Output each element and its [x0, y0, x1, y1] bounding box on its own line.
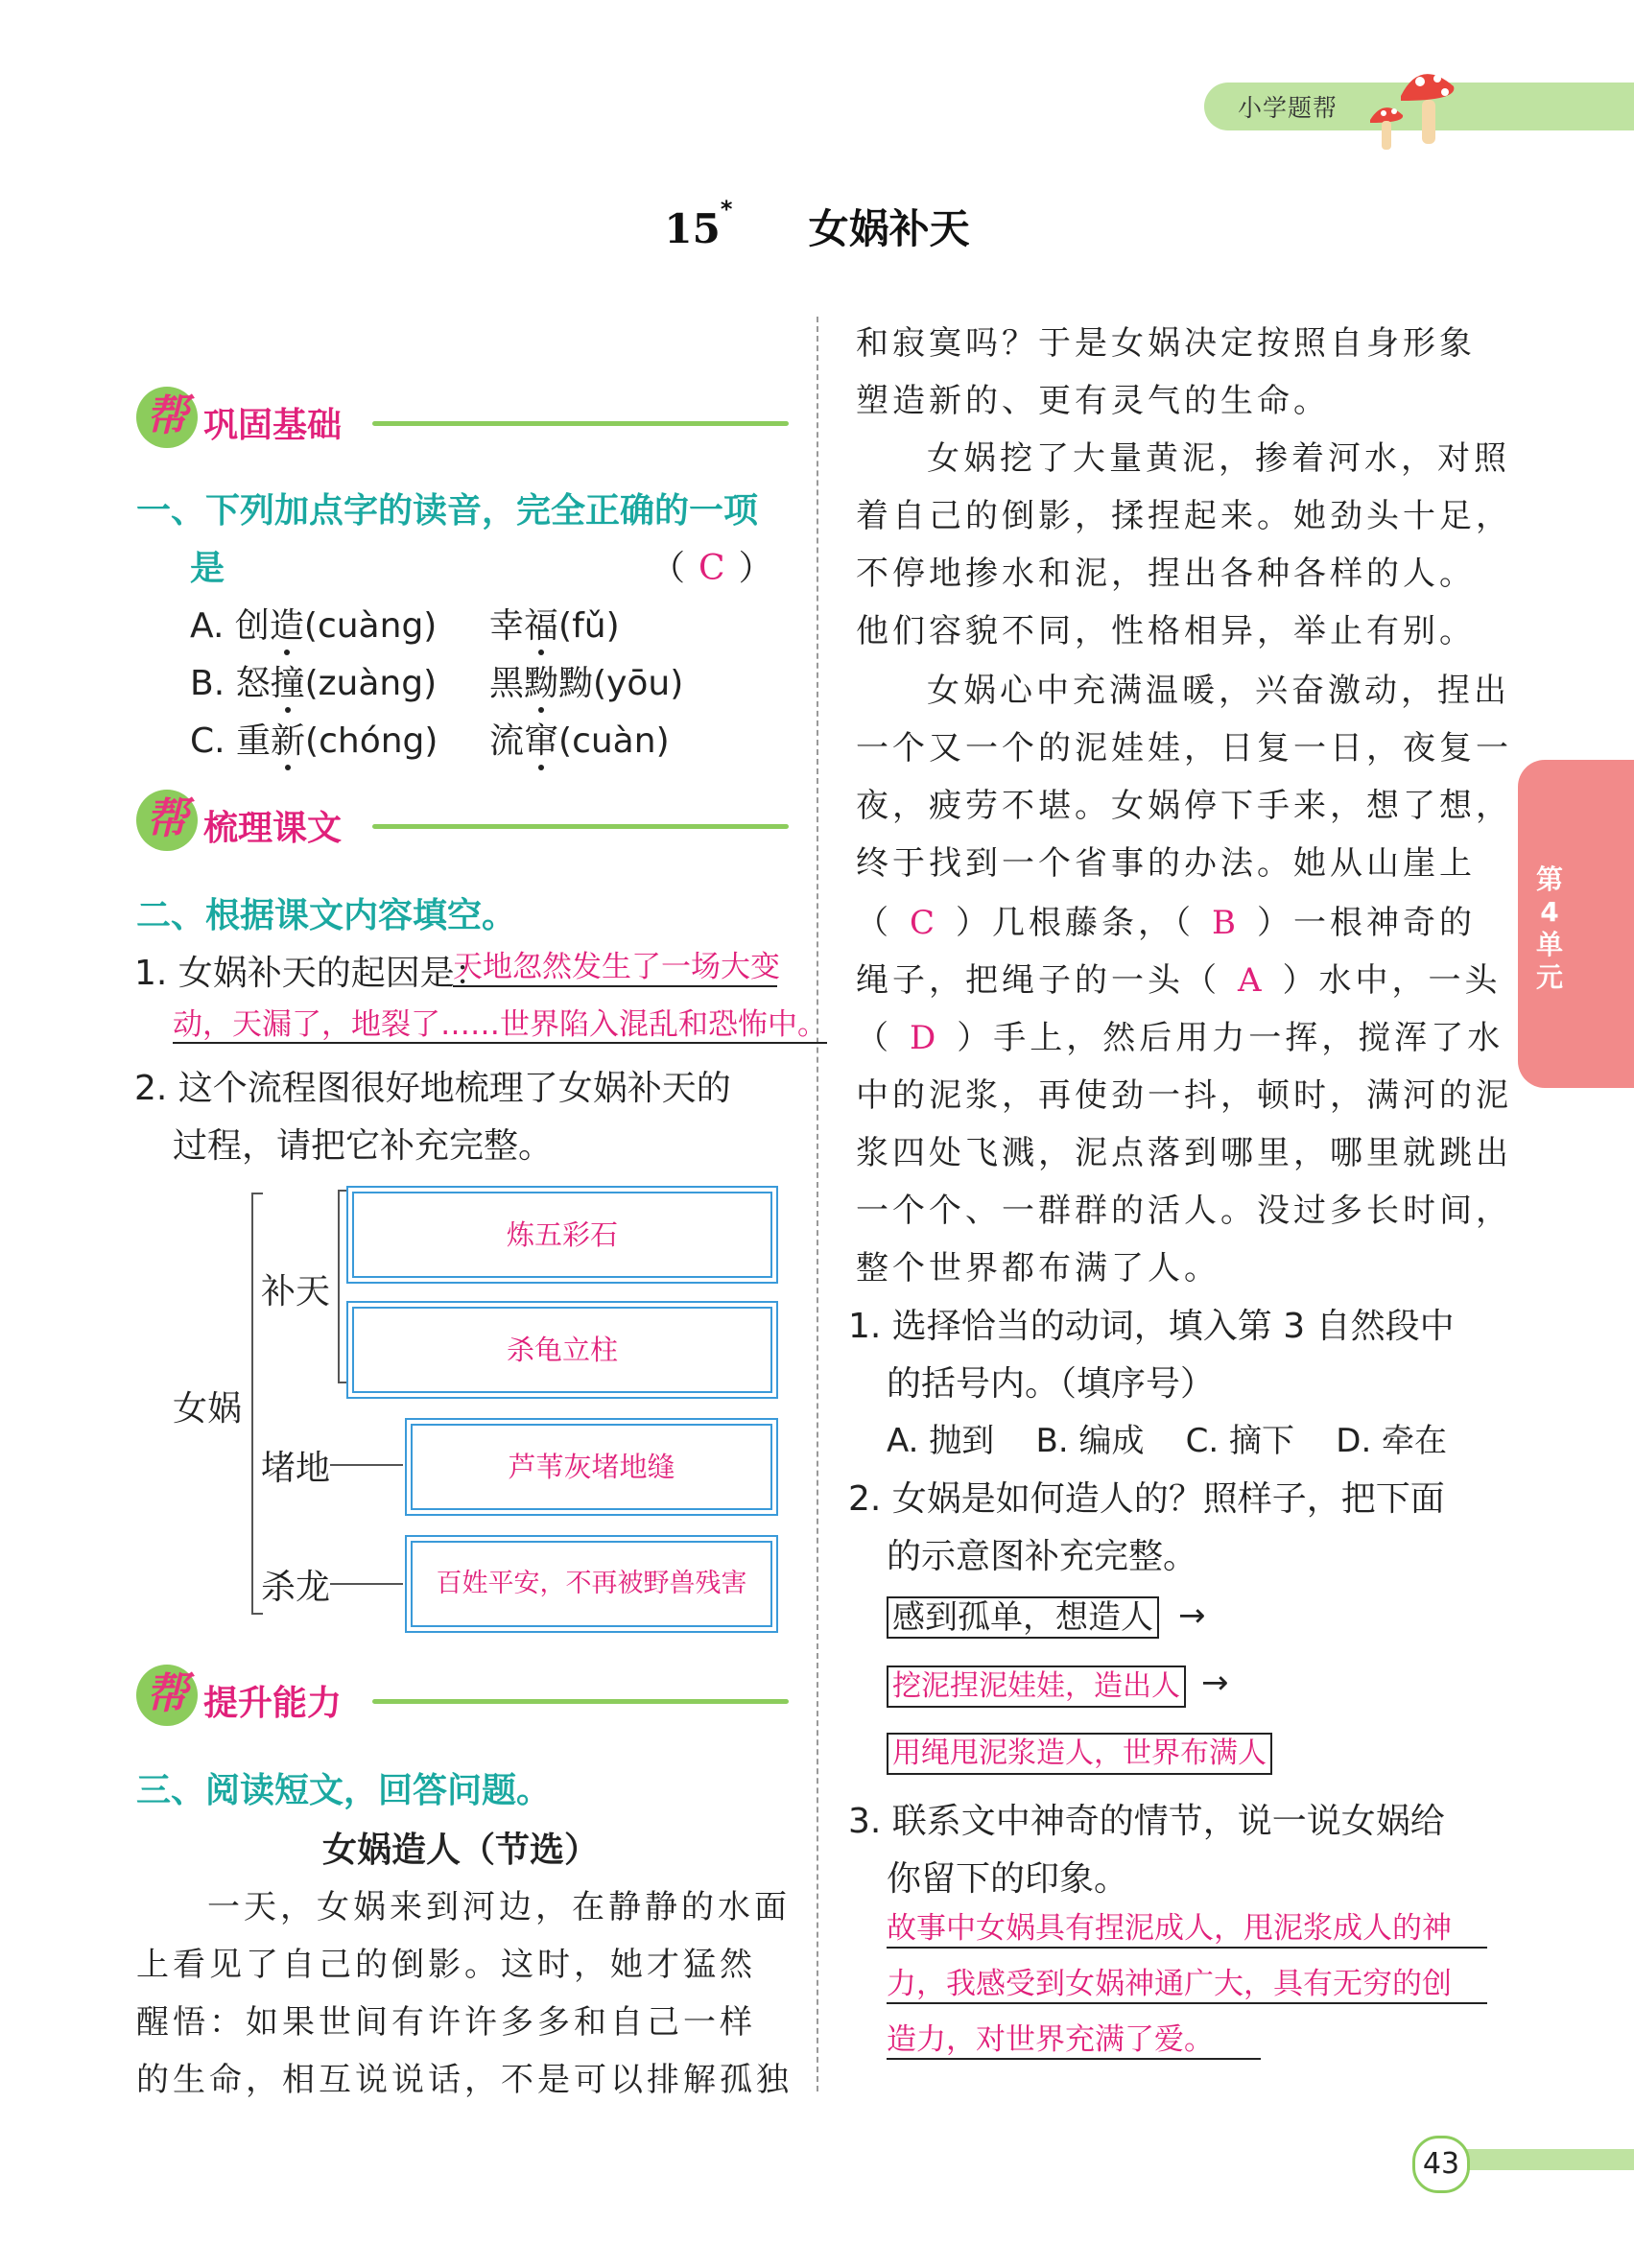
flow-sub-bracket [338, 1190, 340, 1383]
passage-line: 中的泥浆，再使劲一抖，顿时，满河的泥 [856, 1076, 1512, 1115]
q2-item2-line1: 2. 这个流程图很好地梳理了女娲补天的 [134, 1069, 731, 1108]
passage-line: 上看见了自己的倒影。这时，她才猛然 [136, 1946, 756, 1984]
fill-answer-1: C [910, 904, 939, 942]
passage-line: 的生命，相互说说话，不是可以排解孤独 [136, 2061, 793, 2099]
q1-option-b: B. 怒撞(zuàng) [190, 656, 437, 705]
column-divider [817, 317, 818, 2091]
fill-answer-2: B [1212, 904, 1241, 942]
passage-fill-line-3: （ D ）手上，然后用力一挥，搅浑了水 [856, 1019, 1504, 1057]
q2-item1-answer-1: 天地忽然发生了一场大变 [453, 950, 777, 987]
q2-title: 二、根据课文内容填空。 [136, 896, 517, 935]
flow-branch-butian: 补天 [261, 1272, 331, 1311]
section-title: 巩固基础 [203, 406, 343, 445]
q1-option-a: A. 创造(cuàng) [190, 599, 437, 648]
passage-line: 终于找到一个省事的办法。她从山崖上 [856, 844, 1476, 883]
unit-tab-label: 第4单元 [1535, 863, 1563, 993]
q3-sub1-line2: 的括号内。（填序号） [887, 1364, 1216, 1404]
flow-step-2: 挖泥捏泥娃娃，造出人 [887, 1666, 1186, 1708]
flow-branch-shalong: 杀龙 [261, 1568, 331, 1607]
flow-branch-dudi: 堵地 [261, 1449, 331, 1488]
q1-option-b2: 黑黝黝(yōu) [489, 656, 683, 705]
flow-connector-dudi [330, 1464, 403, 1466]
passage-line: 一天，女娲来到河边，在静静的水面 [207, 1888, 791, 1926]
passage-line: 和寂寞吗？于是女娲决定按照自身形象 [856, 324, 1476, 363]
passage-line: 女娲挖了大量黄泥，掺着河水，对照 [927, 439, 1510, 478]
flow-sub-bracket-bottom [338, 1382, 347, 1383]
lesson-title [0, 198, 1634, 255]
mushroom-icon [1362, 58, 1468, 154]
fill-answer-3: A [1238, 961, 1266, 1000]
section-title: 提升能力 [203, 1684, 343, 1723]
bang-badge-icon: 帮 [136, 387, 198, 448]
q3-sub3-line1: 3. 联系文中神奇的情节，说一说女娲给 [848, 1802, 1445, 1841]
lesson-number: 15 [664, 205, 721, 252]
flow-step-3: 用绳甩泥浆造人，世界布满人 [887, 1733, 1272, 1775]
q3-sub3-answer-2: 力，我感受到女娲神通广大，具有无穷的创 [887, 1967, 1487, 2004]
passage-line: 整个世界都布满了人。 [856, 1249, 1220, 1288]
q1-title-cont: 是 [190, 549, 225, 588]
q1-option-c2: 流窜(cuàn) [489, 714, 670, 763]
bang-badge-icon: 帮 [136, 1665, 198, 1726]
q1-option-c: C. 重新(chóng) [190, 714, 438, 763]
lesson-name: 女娲补天 [808, 205, 970, 252]
passage-line: 他们容貌不同，性格相异，举止有别。 [856, 612, 1476, 650]
passage-fill-line-1: （ C ）几根藤条，（ B ）一根神奇的 [856, 904, 1477, 942]
flow-connector-shalong [330, 1583, 403, 1585]
section-header-review [136, 790, 789, 857]
flow-bracket-bottom [251, 1613, 263, 1615]
q1-option-a2: 幸福(fǔ) [489, 599, 620, 648]
arrow-right-icon: → [1178, 1596, 1206, 1635]
q2-item1-answer-2: 动，天漏了，地裂了……世界陷入混乱和恐怖中。 [173, 1007, 827, 1042]
q1-answer-bracket: （ C ） [651, 549, 773, 588]
passage-fill-line-2: 绳子，把绳子的一头（ A ）水中，一头 [856, 961, 1502, 1000]
q3-sub3-line2: 你留下的印象。 [887, 1859, 1129, 1899]
passage-line: 一个又一个的泥娃娃，日复一日，夜复一 [856, 729, 1512, 768]
q2-item2-line2: 过程，请把它补充完整。 [173, 1126, 554, 1166]
fill-answer-4: D [910, 1019, 940, 1057]
section-rule [372, 421, 789, 426]
flow-box-3: 芦苇灰堵地缝 [411, 1424, 772, 1510]
q3-sub1-line1: 1. 选择恰当的动词，填入第 3 自然段中 [848, 1307, 1455, 1346]
flow-sub-bracket-top [338, 1190, 347, 1192]
section-rule [372, 824, 789, 829]
flow-box-2: 杀龟立柱 [352, 1307, 772, 1393]
brand-label: 小学题帮 [1238, 94, 1338, 122]
flow-box-4: 百姓平安，不再被野兽残害 [411, 1541, 772, 1627]
bang-badge-icon: 帮 [136, 790, 198, 851]
section-rule [372, 1699, 789, 1704]
passage-line: 着自己的倒影，揉捏起来。她劲头十足， [856, 497, 1512, 535]
q1-title: 一、下列加点字的读音，完全正确的一项 [136, 491, 759, 531]
q3-title: 三、阅读短文，回答问题。 [136, 1771, 552, 1810]
q3-sub3-answer-3: 造力，对世界充满了爱。 [887, 2022, 1261, 2060]
flow-root: 女娲 [173, 1389, 243, 1429]
q3-sub3-answer-1: 故事中女娲具有捏泥成人，甩泥浆成人的神 [887, 1911, 1487, 1949]
q2-item1-prefix: 1. 女娲补天的起因是： [134, 954, 489, 993]
passage-line: 夜，疲劳不堪。女娲停下手来，想了想， [856, 787, 1512, 825]
section-title: 梳理课文 [203, 809, 343, 848]
passage-line: 塑造新的、更有灵气的生命。 [856, 382, 1330, 420]
flow-bracket [251, 1193, 253, 1615]
passage-line: 醒悟：如果世间有许许多多和自己一样 [136, 2003, 756, 2042]
passage-line: 浆四处飞溅，泥点落到哪里，哪里就跳出 [856, 1134, 1512, 1172]
q3-sub1-options: A. 抛到 B. 编成 C. 摘下 D. 牵在 [887, 1422, 1448, 1460]
section-header-basics [136, 387, 789, 454]
page-number-bar [1449, 2149, 1634, 2170]
page-number: 43 [1412, 2136, 1470, 2193]
q1-answer: C [699, 549, 725, 588]
q3-sub2-line2: 的示意图补充完整。 [887, 1537, 1198, 1576]
section-header-ability [136, 1665, 789, 1732]
flow-box-1: 炼五彩石 [352, 1192, 772, 1278]
passage-title: 女娲造人（节选） [322, 1831, 600, 1870]
lesson-mark: * [720, 196, 733, 223]
flow-step-1: 感到孤单，想造人 [887, 1596, 1159, 1639]
q3-sub2-line1: 2. 女娲是如何造人的？照样子，把下面 [848, 1479, 1445, 1519]
passage-line: 女娲心中充满温暖，兴奋激动，捏出 [927, 672, 1510, 710]
arrow-right-icon: → [1201, 1664, 1229, 1702]
passage-line: 一个个、一群群的活人。没过多长时间， [856, 1192, 1512, 1230]
passage-line: 不停地掺水和泥，捏出各种各样的人。 [856, 555, 1476, 593]
flow-bracket-top [251, 1193, 263, 1194]
